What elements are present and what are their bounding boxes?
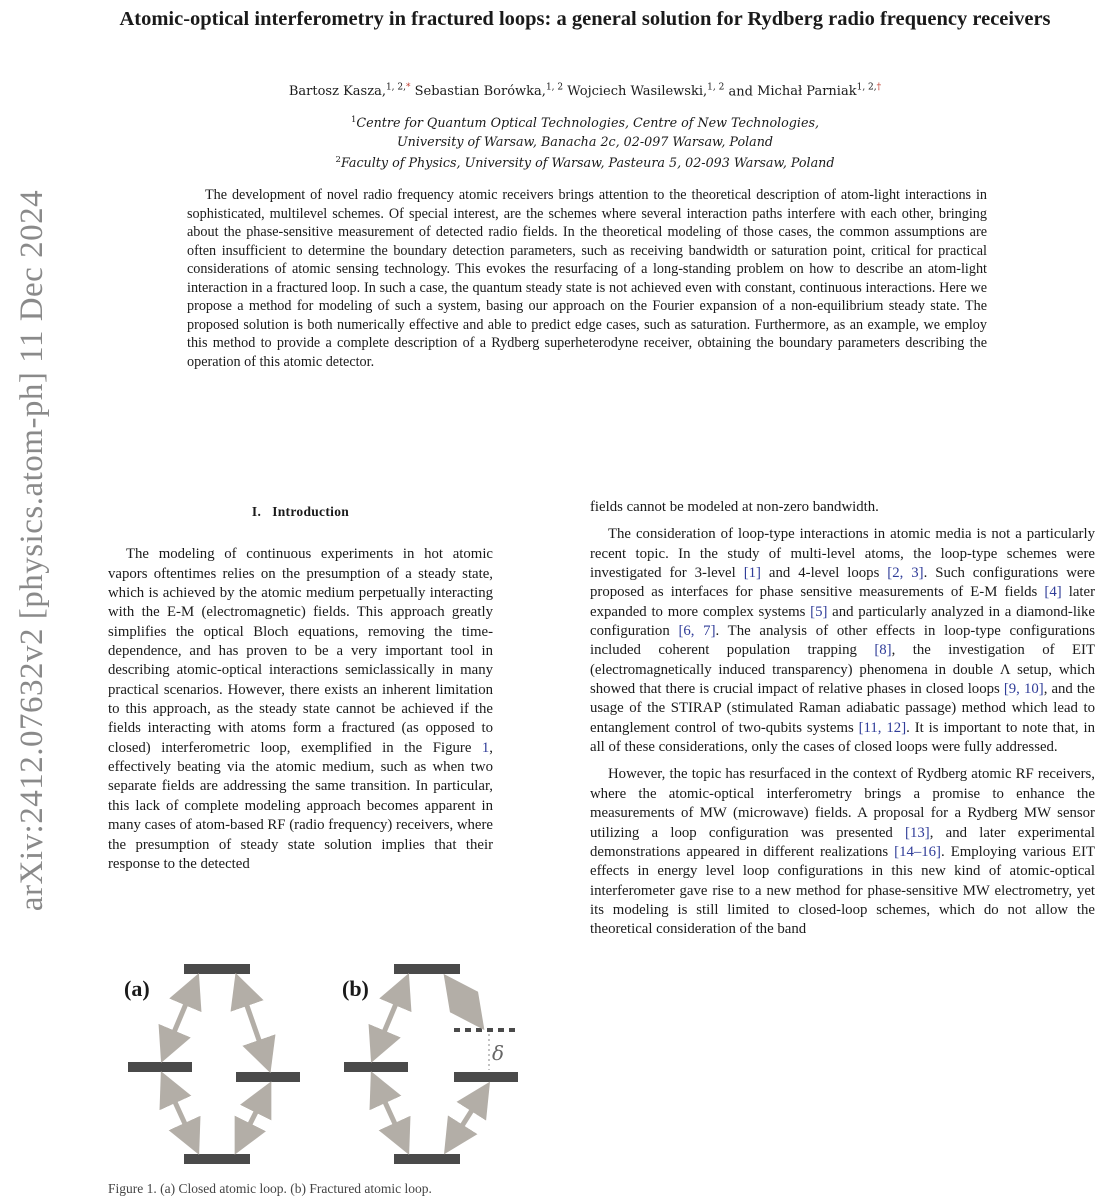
transition-arrow (238, 980, 268, 1066)
citation[interactable]: [2, 3] (887, 565, 924, 582)
panel-b-label: (b) (342, 976, 369, 1001)
citation[interactable]: [6, 7] (678, 623, 716, 640)
citation[interactable]: [11, 12] (858, 719, 907, 736)
corresponding-mark[interactable]: † (876, 83, 882, 93)
intro-paragraph-3: However, the topic has resurfaced in the context of Rydberg atomic RF receivers, where the atomic-optical interferometry brings a promise to enhance the measurements of MW (microwave) fields. A proposal for a Rydberg MW sensor utilizing a loop configuration was presented [13], and later experimental demonstrations appeared in different realizations [14–16]. Employing various EIT effects in energy level loop configurations in this new kind of atomic-optical interferometer gave rise to a new method for phase-sensitive MW electrometry, yet its modeling is still limited to closed-loop schemes, which do not allow the theoretical consideration of the band (590, 766, 1095, 938)
citation[interactable]: [9, 10] (1003, 681, 1044, 698)
affiliation-1-address: University of Warsaw, Banacha 2c, 02-097 Warsaw, Poland (396, 133, 774, 149)
right-column (590, 498, 1095, 948)
citation[interactable]: [1] (743, 565, 761, 582)
arxiv-id-text: arXiv:2412.07632v2 [physics.atom-ph] 11 Dec 2024 (14, 189, 51, 911)
author-4[interactable]: Michał Parniak$^{1, 2,\dagger}$ (757, 83, 882, 100)
left-column (108, 498, 493, 882)
transition-arrow (238, 1088, 268, 1148)
paragraph-continuation: fields cannot be modeled at non-zero bandwidth. (590, 499, 879, 515)
author-list (70, 83, 1100, 99)
intro-paragraph-1: The modeling of continuous experiments in hot atomic vapors oftentimes relies on the presumption of a steady state, which is achieved by the atomic medium perpetually interacting with the E-M (electromagnetic) fields. This approach greatly simplifies the optical Bloch equations, removing the time-dependence, and has proven to be a very important tool in describing atomic-optical interactions semiclassically in many practical scenarios. However, there exists an inherent limitation to this approach, as the steady state cannot be achieved if the fields interacting with atoms form a fractured (as opposed to closed) interferometric loop, exemplified in the Figure 1, effectively beating via the atomic medium, such as when two separate fields are addressing the same transition. In particular, this lack of complete modeling approach becomes apparent in many cases of atom-based RF (radio frequency) receivers, where the presumption of steady state solution implies that their response to the detected (108, 546, 493, 872)
arxiv-identifier (0, 189, 66, 911)
level-top (184, 964, 250, 974)
section-heading: I. Introduction (251, 504, 350, 519)
author-1[interactable]: Bartosz Kasza,$^{1, 2,*}$ (288, 83, 411, 100)
transition-arrow (448, 1088, 486, 1148)
citation[interactable]: [8] (874, 642, 892, 659)
citation[interactable]: [13] (905, 824, 930, 841)
closed-loop-diagram (128, 964, 300, 1164)
corresponding-mark[interactable]: * (406, 83, 411, 93)
transition-arrow (164, 1078, 196, 1148)
level-right (236, 1072, 300, 1082)
figure-ref[interactable]: 1 (481, 739, 490, 756)
transition-arrow (374, 980, 406, 1056)
fractured-loop-diagram (344, 964, 518, 1164)
affiliation-2: $^2$Faculty of Physics, University of Warsaw, Pasteura 5, 02-093 Warsaw, Poland (335, 154, 835, 171)
level-top (394, 964, 460, 974)
level-left (128, 1062, 192, 1072)
figure-1 (108, 960, 528, 1170)
citation[interactable]: [14–16] (894, 843, 941, 860)
transition-arrow (164, 980, 196, 1056)
level-bottom (394, 1154, 460, 1164)
transition-arrow (448, 980, 480, 1024)
affiliations (70, 111, 1100, 172)
author-2[interactable]: Sebastian Borówka,$^{1, 2}$ (414, 83, 564, 100)
authors-and: and (728, 84, 753, 100)
energy-level-diagram (108, 960, 528, 1170)
affiliation-1: $^1$Centre for Quantum Optical Technologies, Centre of New Technologies, (350, 115, 820, 131)
level-left (344, 1062, 408, 1072)
figure-caption: Figure 1. (a) Closed atomic loop. (b) Fractured atomic loop. (108, 1181, 432, 1196)
citation[interactable]: [4] (1044, 584, 1062, 601)
detuning-symbol: δ (492, 1041, 505, 1065)
transition-arrow (374, 1078, 406, 1148)
paper-title: Atomic-optical interferometry in fractured loops: a general solution for Rydberg radio frequency receivers (119, 8, 1051, 30)
panel-a-label: (a) (124, 976, 150, 1001)
author-3[interactable]: Wojciech Wasilewski,$^{1, 2}$ (567, 83, 725, 100)
level-right (454, 1072, 518, 1082)
level-bottom (184, 1154, 250, 1164)
citation[interactable]: [5] (810, 603, 828, 620)
abstract: The development of novel radio frequency atomic receivers brings attention to the theoretical description of atom-light interactions in sophisticated, multilevel schemes. Of special interest, are the schemes where several interaction paths interfere with each other, bringing about the phase-sensitive measurement of detected radio fields. In the theoretical modeling of those cases, the common assumptions are often insufficient to determine the boundary detection parameters, such as receiving bandwidth or saturation point, critical for practical considerations of atomic sensing technology. This evokes the resurfacing of a long-standing problem on how to describe an atom-light interaction in a fractured loop. In such a case, the quantum steady state is not achieved even with constant, continuous interactions. Here we propose a method for modeling of such a system, basing our approach on the Fourier expansion of a non-equilibrium steady state. The proposed solution is both numerically effective and able to predict edge cases, such as saturation. Furthermore, as an example, we employ this method to provide a complete description of a Rydberg superheterodyne receiver, obtaining the boundary parameters describing the operation of this atomic detector. (187, 187, 987, 370)
intro-paragraph-2: The consideration of loop-type interactions in atomic media is not a particularly recent topic. In the study of multi-level atoms, the loop-type schemes were investigated for 3-level [1] and 4-level loops [2, 3]. Such configurations were proposed as interfaces for phase sensitive measurements of E-M fields [4] later expanded to more complex systems [5] and particularly analyzed in a diamond-like configuration [6, 7]. The analysis of other effects in loop-type configurations included coherent population trapping [8], the investigation of EIT (electromagnetically induced transparency) phenomena in double Λ setup, which showed that there is crucial impact of relative phases in closed loops [9, 10], and the usage of the STIRAP (stimulated Raman adiabatic passage) method which lead to entanglement control of two-qubits systems [11, 12]. It is important to note that, in all of these considerations, only the cases of closed loops were fully addressed. (590, 526, 1096, 756)
